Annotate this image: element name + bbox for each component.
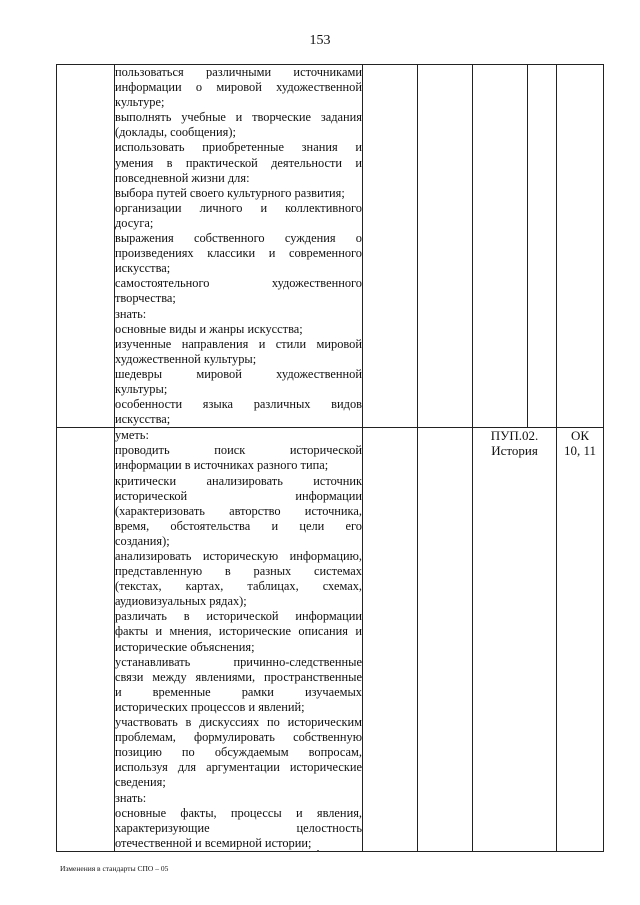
competence-numbers: 10, 11 <box>563 443 597 459</box>
requirement-line: критически анализировать источник <box>115 473 362 488</box>
requirement-line: выполнять учебные и творческие задания <box>115 110 362 125</box>
requirement-line: различать в исторической информации <box>115 609 362 624</box>
requirement-line: факты и мнения, исторические описания и <box>115 624 362 639</box>
requirement-line: характеризующие целостность <box>115 820 362 835</box>
requirements-cell <box>115 428 363 852</box>
subject-code-cell <box>473 428 557 852</box>
requirement-line: отечественной и всемирной истории; <box>115 835 312 850</box>
requirement-line: произведениях классики и современного <box>115 246 362 261</box>
requirement-line: исторических процессов и явлений; <box>115 699 305 714</box>
table-row <box>57 428 604 852</box>
subject-code: ПУП.02. <box>490 428 539 444</box>
requirement-line: изученные направления и стили мировой <box>115 336 362 351</box>
requirement-line: выбора путей своего культурного развития; <box>115 185 345 200</box>
requirements-cell <box>115 65 363 428</box>
requirement-line: использовать приобретенные знания и <box>115 140 362 155</box>
requirement-line: уметь: <box>115 428 149 443</box>
requirement-line: особенности языка различных видов <box>115 397 362 412</box>
table-cell-empty <box>528 65 557 428</box>
subject-name: История <box>491 443 538 459</box>
requirement-line: шедевры мировой художественной <box>115 366 362 381</box>
table-cell-empty <box>473 65 528 428</box>
table-row <box>57 65 604 428</box>
table-cell-empty <box>418 428 473 852</box>
requirement-line: знать: <box>115 790 147 805</box>
requirement-line: творчества; <box>115 291 176 306</box>
table-cell-empty <box>363 428 418 852</box>
requirement-line: анализировать историческую информацию, <box>115 549 362 563</box>
requirement-line: умения в практической деятельности и <box>115 155 362 170</box>
requirement-line: проблемам, формулировать собственную <box>115 730 362 745</box>
requirement-line: культуры; <box>115 381 168 396</box>
requirement-line: информации о мировой художественной <box>115 80 362 95</box>
requirement-line: представленную в разных системах <box>115 564 362 579</box>
requirement-line: выражения собственного суждения о <box>115 231 362 246</box>
requirement-line: досуга; <box>115 215 154 230</box>
requirement-line: культуре; <box>115 95 165 110</box>
stray-mark <box>317 850 319 852</box>
requirement-line: сведения; <box>115 775 166 790</box>
requirement-line: основные факты, процессы и явления, <box>115 805 362 820</box>
requirement-line: повседневной жизни для: <box>115 170 250 185</box>
requirement-line: художественной культуры; <box>115 351 257 366</box>
requirement-line: участвовать в дискуссиях по историческим <box>115 715 362 730</box>
competence-cell <box>557 428 604 852</box>
requirement-line: информации в источниках разного типа; <box>115 458 329 473</box>
page-number: 153 <box>309 33 331 48</box>
requirement-line: знать: <box>115 306 147 321</box>
requirement-line: время, обстоятельства и цели его <box>115 518 362 533</box>
table-cell-empty <box>57 65 115 428</box>
requirement-line: пользоваться различными источниками <box>115 65 362 79</box>
requirement-line: проводить поиск исторической <box>115 443 362 458</box>
table-cell-empty <box>363 65 418 428</box>
requirement-line: устанавливать причинно-следственные <box>115 654 362 669</box>
table-cell-empty <box>418 65 473 428</box>
requirement-line: используя для аргументации исторические <box>115 760 362 775</box>
requirement-line: исторические объяснения; <box>115 639 255 654</box>
requirement-line: позицию по обсуждаемым вопросам, <box>115 745 362 760</box>
requirement-line: искусства; <box>115 261 171 276</box>
table-cell-empty <box>557 65 604 428</box>
requirement-line: самостоятельного художественного <box>115 276 362 291</box>
competence-label: ОК <box>570 428 590 444</box>
requirement-line: организации личного и коллективного <box>115 200 362 215</box>
footer-note: Изменения в стандарты СПО – 05 <box>60 864 169 873</box>
requirement-line: исторической информации <box>115 488 362 503</box>
requirement-line: связи между явлениями, пространственные <box>115 669 362 684</box>
requirement-line: (характеризовать авторство источника, <box>115 503 362 518</box>
requirement-line: (текстах, картах, таблицах, схемах, <box>115 579 362 594</box>
requirement-line: искусства; <box>115 412 171 427</box>
requirement-line: основные виды и жанры искусства; <box>115 321 303 336</box>
requirement-line: (доклады, сообщения); <box>115 125 236 140</box>
table-cell-empty <box>57 428 115 852</box>
requirement-line: и временные рамки изучаемых <box>115 684 362 699</box>
curriculum-table <box>56 64 604 852</box>
requirement-line: создания); <box>115 533 170 548</box>
requirement-line: аудиовизуальных рядах); <box>115 594 247 609</box>
